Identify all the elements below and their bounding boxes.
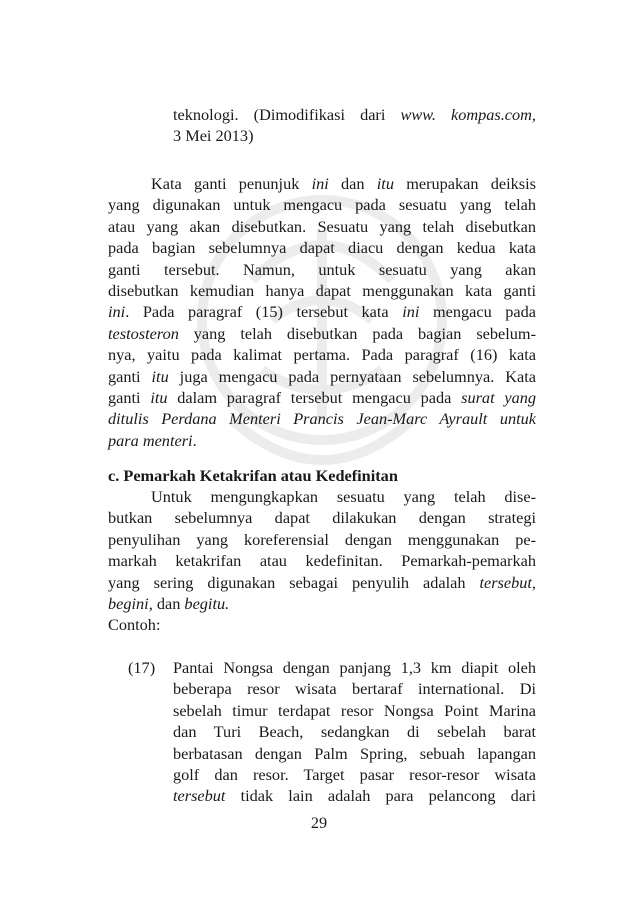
- section-title: . Pemarkah Ketakrifan atau Kedefinitan: [115, 466, 398, 485]
- section-heading: [108, 465, 536, 486]
- example-17-text: Pantai Nongsa dengan panjang 1,3 km diapit oleh beberapa resor wisata bertaraf international. Di sebelah timur terdapat resor Nongsa Point Marina dan Turi Beach, sedangkan di sebelah barat berbatasan dengan Palm Spring, sebuah lapangan golf dan resor. Target pasar resor-resor wisata tersebut tidak lain adalah para pelancong dari: [173, 658, 536, 806]
- section-letter: c: [108, 466, 116, 485]
- example-number: (17): [128, 658, 156, 677]
- contoh-label: Contoh:: [108, 615, 161, 634]
- continuation-text: teknologi. (Dimodifikasi dari www. kompas.com, 3 Mei 2013): [173, 105, 536, 146]
- paragraph-ketakrifan: Untuk mengungkapkan sesuatu yang telah dise- butkan sebelumnya dapat dilakukan dengan strategi penyulihan yang koreferensial dengan menggunakan pe- markah ketakrifan atau kedefinitan. Pemarkah-pemarkah yang sering digunakan sebagai penyulih adalah tersebut, begini, dan begitu.: [108, 487, 536, 613]
- page-number: 29: [310, 813, 328, 832]
- paragraph-deiksis: Kata ganti penunjuk ini dan itu merupakan deiksis yang digunakan untuk mengacu pada sesuatu yang telah atau yang akan disebutkan. Sesuatu yang telah disebutkan pada bagian sebelumnya dapat diacu dengan kedua kata ganti tersebut. Namun, untuk sesuatu yang akan disebutkan kemudian hanya dapat menggunakan kata ganti ini. Pada paragraf (15) tersebut kata ini mengacu pada testosteron yang telah disebutkan pada bagian sebelum- nya, yaitu pada kalimat pertama. Pada paragraf (16) kata ganti itu juga mengacu pada pernyataan sebelumnya. Kata ganti itu dalam paragraf tersebut mengacu pada surat yang ditulis Perdana Menteri Prancis Jean-Marc Ayrault untuk para menteri.: [108, 174, 537, 450]
